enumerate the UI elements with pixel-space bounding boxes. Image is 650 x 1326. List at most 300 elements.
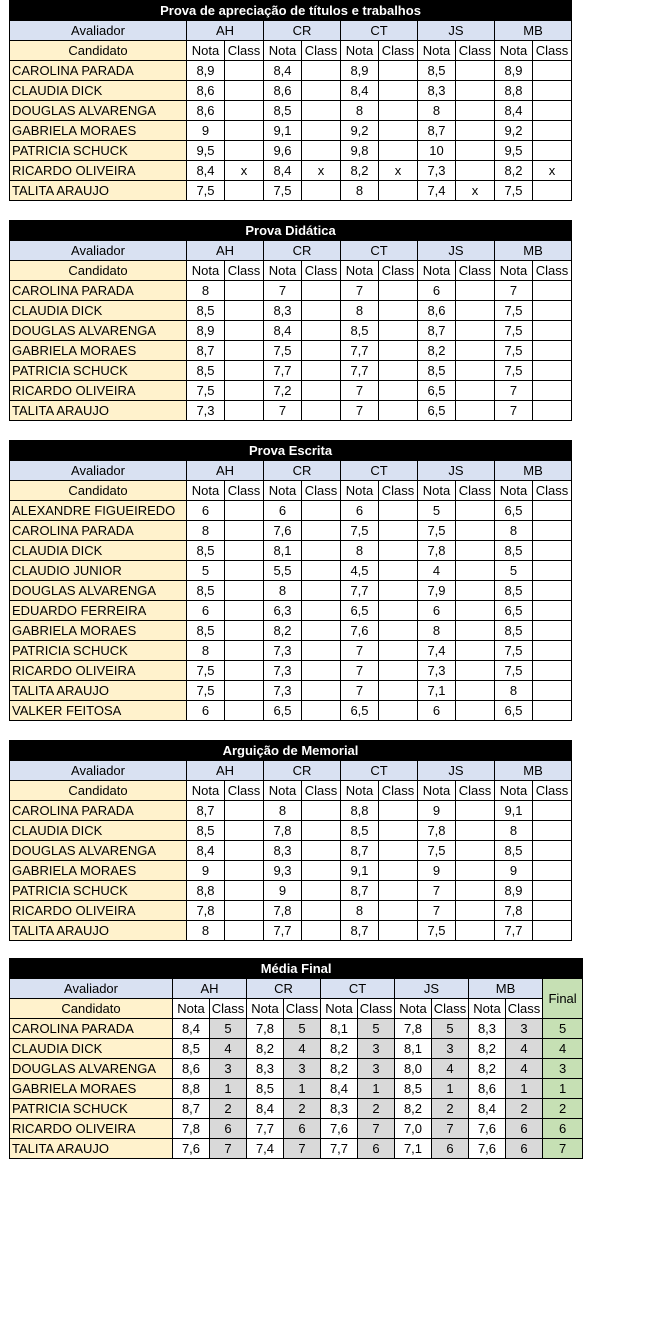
evaluator-header-row [10, 461, 572, 481]
candidate-name: CAROLINA PARADA [10, 1019, 173, 1039]
nota-cell: 9,5 [187, 141, 225, 161]
nota-cell: 8,2 [321, 1039, 358, 1059]
column-header-row [10, 999, 583, 1019]
class-cell: 5 [358, 1019, 395, 1039]
candidate-name: GABRIELA MORAES [10, 861, 187, 881]
nota-cell: 6 [187, 601, 225, 621]
nota-header: Nota [495, 781, 533, 801]
nota-cell: 7,6 [264, 521, 302, 541]
nota-cell: 8,5 [187, 361, 225, 381]
nota-cell: 7,5 [187, 661, 225, 681]
evaluator-header-row [10, 21, 572, 41]
final-rank-cell: 4 [543, 1039, 583, 1059]
nota-cell: 8,9 [495, 881, 533, 901]
class-cell [533, 521, 572, 541]
nota-cell: 8,5 [418, 361, 456, 381]
candidato-label: Candidato [10, 261, 187, 281]
nota-cell: 7,5 [187, 681, 225, 701]
class-header: Class [533, 781, 572, 801]
evaluator-header: JS [418, 761, 495, 781]
nota-cell: 8,5 [341, 321, 379, 341]
nota-cell: 8,2 [321, 1059, 358, 1079]
evaluator-header: CT [341, 461, 418, 481]
class-header: Class [225, 261, 264, 281]
candidato-label: Candidato [10, 999, 173, 1019]
candidate-name: GABRIELA MORAES [10, 341, 187, 361]
nota-cell: 6,5 [418, 401, 456, 421]
table-row [10, 541, 572, 561]
class-cell [456, 381, 495, 401]
class-cell: 4 [210, 1039, 247, 1059]
candidate-name: CAROLINA PARADA [10, 281, 187, 301]
class-cell: 5 [210, 1019, 247, 1039]
class-cell [225, 301, 264, 321]
table-row [10, 81, 572, 101]
nota-cell: 8 [418, 101, 456, 121]
table-title-row [10, 441, 572, 461]
class-cell [456, 841, 495, 861]
class-cell [225, 541, 264, 561]
class-cell [456, 101, 495, 121]
class-cell [225, 641, 264, 661]
candidato-label: Candidato [10, 41, 187, 61]
nota-header: Nota [341, 261, 379, 281]
nota-cell: 9,1 [264, 121, 302, 141]
candidate-name: TALITA ARAUJO [10, 921, 187, 941]
class-cell: 5 [432, 1019, 469, 1039]
nota-cell: 9,8 [341, 141, 379, 161]
class-cell [302, 381, 341, 401]
nota-cell: 9,1 [341, 861, 379, 881]
class-cell: 6 [358, 1139, 395, 1159]
class-cell [456, 921, 495, 941]
class-cell [379, 901, 418, 921]
class-cell [379, 801, 418, 821]
table-row [10, 61, 572, 81]
nota-cell: 7,2 [264, 381, 302, 401]
candidate-name: RICARDO OLIVEIRA [10, 901, 187, 921]
candidate-name: CLAUDIA DICK [10, 1039, 173, 1059]
class-cell [379, 581, 418, 601]
class-cell [225, 341, 264, 361]
candidate-name: RICARDO OLIVEIRA [10, 381, 187, 401]
nota-cell: 7,8 [187, 901, 225, 921]
nota-cell: 9,5 [495, 141, 533, 161]
table-title: Prova Escrita [10, 441, 572, 461]
score-table [9, 220, 572, 421]
table-title: Prova Didática [10, 221, 572, 241]
nota-cell: 7 [264, 281, 302, 301]
candidate-name: GABRIELA MORAES [10, 121, 187, 141]
evaluator-header: AH [187, 21, 264, 41]
nota-cell: 8,3 [264, 841, 302, 861]
class-cell [533, 381, 572, 401]
class-cell [225, 81, 264, 101]
nota-cell: 7,5 [341, 521, 379, 541]
table-row [10, 601, 572, 621]
class-cell [379, 601, 418, 621]
table-row [10, 881, 572, 901]
nota-cell: 8,3 [469, 1019, 506, 1039]
column-header-row [10, 41, 572, 61]
class-cell [302, 921, 341, 941]
class-cell: 1 [432, 1079, 469, 1099]
class-cell [533, 321, 572, 341]
table-title-row [10, 221, 572, 241]
candidato-label: Candidato [10, 781, 187, 801]
table-row [10, 181, 572, 201]
class-cell [456, 821, 495, 841]
nota-cell: 8,3 [321, 1099, 358, 1119]
class-cell [225, 801, 264, 821]
nota-cell: 8 [495, 521, 533, 541]
nota-cell: 8,8 [187, 881, 225, 901]
nota-cell: 8,5 [187, 621, 225, 641]
column-header-row [10, 481, 572, 501]
class-cell [533, 901, 572, 921]
evaluator-header: MB [495, 21, 572, 41]
nota-cell: 6,3 [264, 601, 302, 621]
nota-cell: 7 [341, 381, 379, 401]
nota-cell: 7,7 [264, 921, 302, 941]
evaluator-header: CR [264, 761, 341, 781]
nota-cell: 8,1 [264, 541, 302, 561]
nota-cell: 7,5 [418, 841, 456, 861]
table-row [10, 501, 572, 521]
class-cell [533, 921, 572, 941]
table-row [10, 281, 572, 301]
class-cell [225, 701, 264, 721]
nota-cell: 7,3 [418, 661, 456, 681]
class-cell [379, 401, 418, 421]
table-row [10, 861, 572, 881]
class-cell [225, 141, 264, 161]
score-table [9, 440, 572, 721]
nota-cell: 8,8 [341, 801, 379, 821]
class-cell [533, 401, 572, 421]
nota-cell: 8,4 [341, 81, 379, 101]
nota-cell: 8,5 [341, 821, 379, 841]
class-cell: 3 [284, 1059, 321, 1079]
class-cell: 4 [506, 1059, 543, 1079]
nota-cell: 5,5 [264, 561, 302, 581]
avaliador-label: Avaliador [10, 761, 187, 781]
nota-cell: 8 [341, 901, 379, 921]
candidate-name: DOUGLAS ALVARENGA [10, 101, 187, 121]
nota-header: Nota [173, 999, 210, 1019]
nota-cell: 8,8 [173, 1079, 210, 1099]
class-cell [225, 101, 264, 121]
class-cell [379, 661, 418, 681]
nota-cell: 7 [341, 281, 379, 301]
evaluator-header-row [10, 979, 583, 999]
class-cell [379, 341, 418, 361]
class-cell [379, 621, 418, 641]
nota-cell: 8,8 [495, 81, 533, 101]
class-header: Class [225, 781, 264, 801]
class-cell [225, 661, 264, 681]
nota-cell: 7,5 [495, 301, 533, 321]
nota-cell: 9 [418, 861, 456, 881]
score-table [9, 0, 572, 201]
table-row [10, 701, 572, 721]
nota-cell: 7,5 [495, 661, 533, 681]
nota-cell: 7 [495, 381, 533, 401]
nota-cell: 8 [187, 281, 225, 301]
table-row [10, 401, 572, 421]
nota-cell: 8,6 [173, 1059, 210, 1079]
class-cell [533, 301, 572, 321]
table-row [10, 641, 572, 661]
class-cell [533, 881, 572, 901]
nota-cell: 8,4 [321, 1079, 358, 1099]
nota-cell: 7,7 [341, 581, 379, 601]
candidate-name: PATRICIA SCHUCK [10, 141, 187, 161]
candidate-name: DOUGLAS ALVARENGA [10, 841, 187, 861]
nota-header: Nota [264, 481, 302, 501]
nota-cell: 8,6 [418, 301, 456, 321]
class-header: Class [506, 999, 543, 1019]
evaluator-header: CR [247, 979, 321, 999]
nota-cell: 8,4 [495, 101, 533, 121]
table-row [10, 621, 572, 641]
class-cell [225, 61, 264, 81]
class-cell [456, 681, 495, 701]
class-cell [379, 541, 418, 561]
nota-header: Nota [395, 999, 432, 1019]
evaluator-header: CT [341, 21, 418, 41]
class-cell [302, 541, 341, 561]
nota-header: Nota [341, 781, 379, 801]
nota-cell: 8,5 [187, 301, 225, 321]
table-row [10, 1019, 583, 1039]
candidate-name: CAROLINA PARADA [10, 801, 187, 821]
class-cell [302, 661, 341, 681]
nota-cell: 7 [418, 881, 456, 901]
class-cell [379, 321, 418, 341]
class-cell [225, 321, 264, 341]
class-cell [302, 581, 341, 601]
nota-header: Nota [247, 999, 284, 1019]
class-cell [456, 501, 495, 521]
class-cell [302, 801, 341, 821]
class-header: Class [533, 41, 572, 61]
class-cell [379, 181, 418, 201]
nota-cell: 8,9 [187, 321, 225, 341]
class-cell [225, 921, 264, 941]
nota-cell: 8 [187, 521, 225, 541]
class-cell [379, 281, 418, 301]
class-header: Class [533, 481, 572, 501]
class-cell [533, 81, 572, 101]
class-header: Class [533, 261, 572, 281]
class-cell [302, 901, 341, 921]
class-cell: 4 [284, 1039, 321, 1059]
nota-cell: 5 [187, 561, 225, 581]
nota-cell: 7,5 [264, 181, 302, 201]
candidate-name: CLAUDIO JUNIOR [10, 561, 187, 581]
class-header: Class [302, 481, 341, 501]
nota-cell: 6,5 [495, 601, 533, 621]
nota-cell: 7,8 [264, 821, 302, 841]
class-cell [225, 681, 264, 701]
candidate-name: PATRICIA SCHUCK [10, 881, 187, 901]
nota-cell: 6 [418, 281, 456, 301]
nota-cell: 7,6 [469, 1119, 506, 1139]
class-header: Class [379, 481, 418, 501]
nota-cell: 7,8 [173, 1119, 210, 1139]
class-cell [302, 861, 341, 881]
class-cell [456, 301, 495, 321]
nota-cell: 9 [264, 881, 302, 901]
nota-cell: 7,5 [418, 921, 456, 941]
nota-cell: 7,9 [418, 581, 456, 601]
nota-cell: 9,3 [264, 861, 302, 881]
class-cell [225, 381, 264, 401]
nota-cell: 7,8 [264, 901, 302, 921]
class-cell [302, 361, 341, 381]
nota-cell: 8,1 [321, 1019, 358, 1039]
class-cell [225, 601, 264, 621]
nota-cell: 7,7 [264, 361, 302, 381]
class-cell [302, 121, 341, 141]
class-cell [533, 801, 572, 821]
table-row [10, 341, 572, 361]
class-cell: 4 [432, 1059, 469, 1079]
nota-header: Nota [187, 261, 225, 281]
class-cell [302, 821, 341, 841]
class-header: Class [456, 41, 495, 61]
class-cell [533, 641, 572, 661]
nota-cell: 8,2 [469, 1059, 506, 1079]
nota-header: Nota [495, 481, 533, 501]
nota-cell: 7,3 [264, 661, 302, 681]
class-cell [302, 681, 341, 701]
class-cell [456, 361, 495, 381]
table-row [10, 1119, 583, 1139]
nota-cell: 8 [264, 581, 302, 601]
class-cell: 6 [506, 1119, 543, 1139]
nota-cell: 7,5 [495, 641, 533, 661]
nota-cell: 8,7 [341, 841, 379, 861]
class-cell [302, 601, 341, 621]
table-row [10, 521, 572, 541]
class-cell: 1 [506, 1079, 543, 1099]
nota-cell: 8,5 [395, 1079, 432, 1099]
nota-header: Nota [469, 999, 506, 1019]
nota-cell: 8,3 [264, 301, 302, 321]
nota-cell: 9 [187, 861, 225, 881]
nota-header: Nota [418, 481, 456, 501]
class-cell [302, 841, 341, 861]
nota-cell: 8 [341, 541, 379, 561]
class-cell [302, 501, 341, 521]
table-title-row [10, 741, 572, 761]
class-cell: 4 [506, 1039, 543, 1059]
class-cell [225, 841, 264, 861]
nota-cell: 6,5 [341, 701, 379, 721]
table-title: Média Final [10, 959, 583, 979]
class-cell: x [379, 161, 418, 181]
class-cell [533, 581, 572, 601]
class-cell [533, 661, 572, 681]
class-cell [225, 861, 264, 881]
class-cell [533, 841, 572, 861]
nota-cell: 6 [341, 501, 379, 521]
class-cell [533, 181, 572, 201]
nota-cell: 9 [187, 121, 225, 141]
media-final-table [9, 958, 583, 1159]
nota-cell: 8,2 [418, 341, 456, 361]
nota-cell: 8,5 [495, 621, 533, 641]
class-cell [456, 281, 495, 301]
nota-cell: 8,2 [395, 1099, 432, 1119]
nota-header: Nota [187, 41, 225, 61]
nota-cell: 10 [418, 141, 456, 161]
candidate-name: CAROLINA PARADA [10, 521, 187, 541]
nota-cell: 5 [418, 501, 456, 521]
evaluator-header: JS [395, 979, 469, 999]
class-cell [302, 181, 341, 201]
nota-cell: 8 [187, 921, 225, 941]
class-cell [379, 841, 418, 861]
class-cell: 5 [284, 1019, 321, 1039]
nota-cell: 7,8 [395, 1019, 432, 1039]
class-cell [456, 641, 495, 661]
class-cell [302, 281, 341, 301]
nota-cell: 8,4 [264, 61, 302, 81]
table-row [10, 161, 572, 181]
class-cell [302, 101, 341, 121]
nota-cell: 6,5 [264, 701, 302, 721]
class-cell [456, 321, 495, 341]
class-cell: 3 [432, 1039, 469, 1059]
nota-cell: 9,2 [341, 121, 379, 141]
class-cell [225, 581, 264, 601]
table-row [10, 361, 572, 381]
nota-cell: 8,5 [495, 541, 533, 561]
nota-cell: 8,7 [187, 801, 225, 821]
evaluator-header: JS [418, 461, 495, 481]
nota-header: Nota [264, 261, 302, 281]
nota-cell: 8,1 [395, 1039, 432, 1059]
class-cell [533, 561, 572, 581]
candidate-name: GABRIELA MORAES [10, 1079, 173, 1099]
class-cell [379, 81, 418, 101]
class-cell [379, 361, 418, 381]
table-row [10, 821, 572, 841]
class-cell [533, 121, 572, 141]
nota-cell: 8,7 [418, 321, 456, 341]
class-cell [302, 621, 341, 641]
table-row [10, 381, 572, 401]
table-row [10, 801, 572, 821]
nota-cell: 7 [264, 401, 302, 421]
class-cell [533, 861, 572, 881]
table-row [10, 901, 572, 921]
class-cell [225, 521, 264, 541]
class-cell [302, 141, 341, 161]
candidate-name: VALKER FEITOSA [10, 701, 187, 721]
nota-cell: 8 [418, 621, 456, 641]
class-cell [379, 301, 418, 321]
class-cell [456, 621, 495, 641]
class-cell [533, 281, 572, 301]
class-cell [456, 81, 495, 101]
nota-cell: 8,9 [341, 61, 379, 81]
class-cell [379, 141, 418, 161]
nota-cell: 7,8 [418, 541, 456, 561]
